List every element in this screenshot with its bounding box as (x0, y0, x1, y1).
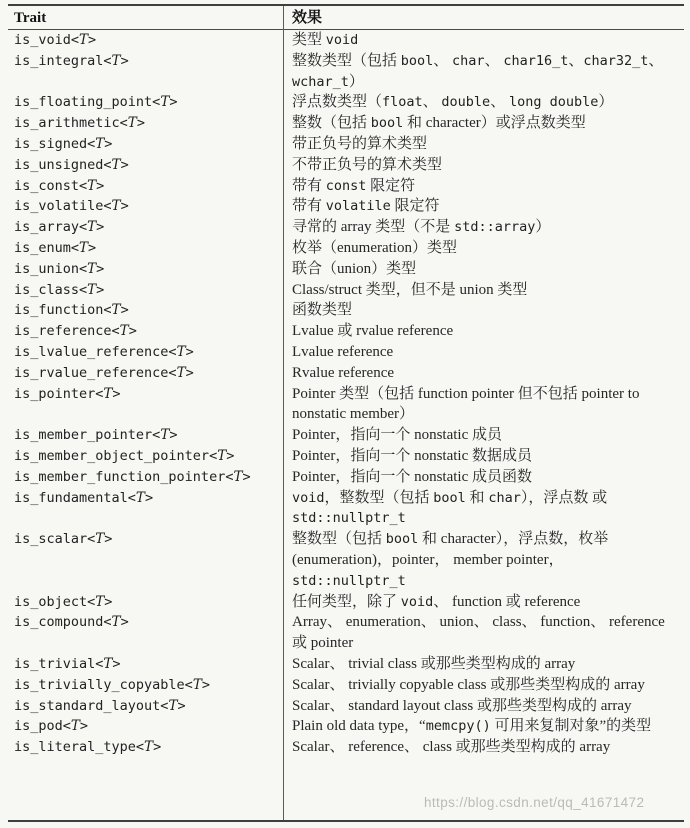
effect-cell: 类型 void (292, 32, 359, 48)
trait-cell: is_pointer<T> (14, 385, 121, 402)
type-parameter: T (111, 614, 121, 631)
header-effect: 效果 (292, 9, 323, 26)
type-parameter: T (95, 135, 105, 152)
type-parameter: T (111, 302, 121, 319)
type-parameter: T (87, 177, 97, 194)
table-row (8, 217, 684, 238)
type-parameter: T (103, 655, 113, 672)
effect-cell: 整数类型（包括 bool、 char、 char16_t、char32_t、 wchar_t） (292, 52, 664, 90)
type-parameter: T (79, 32, 89, 48)
trait-cell: is_compound<T> (14, 614, 129, 631)
type-parameter: T (111, 198, 121, 215)
trait-cell: is_member_object_pointer<T> (14, 447, 235, 464)
trait-cell: is_literal_type<T> (14, 739, 162, 756)
type-parameter: T (95, 531, 105, 548)
effect-cell: 任何类型，除了 void、 function 或 reference (292, 593, 581, 610)
type-parameter: T (111, 52, 121, 69)
effect-cell: Class/struct 类型，但不是 union 类型 (292, 281, 528, 298)
type-parameter: T (192, 676, 202, 693)
type-parameter: T (127, 115, 137, 132)
trait-cell: is_void<T> (14, 32, 97, 48)
effect-cell: Scalar、 trivial class 或那些类型构成的 array (292, 655, 576, 672)
effect-cell: 联合（union）类型 (292, 260, 417, 277)
table-row (8, 696, 684, 717)
trait-cell: is_union<T> (14, 260, 105, 277)
table-row (8, 342, 684, 363)
table-row (8, 259, 684, 280)
trait-cell: is_reference<T> (14, 323, 137, 340)
trait-cell: is_object<T> (14, 593, 113, 610)
type-parameter: T (111, 156, 121, 173)
trait-cell: is_floating_point<T> (14, 94, 178, 111)
type-parameter: T (176, 343, 186, 360)
effect-cell: Pointer，指向一个 nonstatic 成员 (292, 427, 502, 444)
type-parameter: T (135, 489, 145, 506)
header-trait: Trait (14, 9, 47, 26)
trait-cell: is_fundamental<T> (14, 489, 154, 506)
effect-cell: 带有 const 限定符 (292, 177, 416, 194)
table-row (8, 155, 684, 176)
table-row (8, 592, 684, 613)
table-header-row (8, 6, 684, 30)
trait-cell: is_standard_layout<T> (14, 697, 186, 714)
type-parameter: T (70, 718, 80, 735)
table-row (8, 134, 684, 155)
effect-cell: Scalar、 trivially copyable class 或那些类型构成的 array (292, 676, 645, 693)
effect-cell: 带正负号的算术类型 (292, 135, 428, 152)
effect-cell: Pointer 类型（包括 function pointer 但不包括 pointer to nonstatic member） (292, 385, 640, 423)
effect-cell: Scalar、 reference、 class 或那些类型构成的 array (292, 739, 611, 756)
table-row (8, 92, 684, 113)
type-parameter: T (160, 94, 170, 111)
table-row (8, 654, 684, 675)
effect-cell: Pointer，指向一个 nonstatic 数据成员 (292, 447, 532, 464)
table-row (8, 384, 684, 426)
effect-cell: 带有 volatile 限定符 (292, 198, 440, 215)
type-parameter: T (176, 364, 186, 381)
trait-cell: is_lvalue_reference<T> (14, 343, 194, 360)
table-row (8, 612, 684, 654)
effect-cell: Pointer，指向一个 nonstatic 成员函数 (292, 468, 532, 485)
trait-cell: is_class<T> (14, 281, 105, 298)
trait-cell: is_signed<T> (14, 135, 113, 152)
trait-cell: is_trivially_copyable<T> (14, 676, 210, 693)
table-row (8, 30, 684, 51)
table-row (8, 238, 684, 259)
table-row (8, 51, 684, 93)
effect-cell: 枚举（enumeration）类型 (292, 239, 457, 256)
csdn-watermark: https://blog.csdn.net/qq_41671472 (424, 795, 645, 810)
trait-cell: is_array<T> (14, 219, 105, 236)
type-parameter: T (168, 697, 178, 714)
effect-cell: 函数类型 (292, 302, 353, 319)
type-parameter: T (233, 468, 243, 485)
table-row (8, 113, 684, 134)
trait-cell: is_function<T> (14, 302, 129, 319)
effect-cell: 寻常的 array 类型（不是 std::array） (292, 219, 551, 236)
effect-cell: void，整数型（包括 bool 和 char），浮点数 或std::nullptr_t (292, 489, 608, 527)
trait-cell: is_member_pointer<T> (14, 427, 178, 444)
effect-cell: 整数（包括 bool 和 character）或浮点数类型 (292, 115, 586, 132)
table-row (8, 363, 684, 384)
type-parameter: T (119, 323, 129, 340)
type-parameter: T (160, 427, 170, 444)
trait-cell: is_pod<T> (14, 718, 89, 735)
effect-cell: Lvalue 或 rvalue reference (292, 323, 454, 340)
type-parameter: T (87, 260, 97, 277)
type-traits-table (8, 4, 684, 822)
table-row (8, 675, 684, 696)
trait-cell: is_arithmetic<T> (14, 115, 145, 132)
effect-cell: Scalar、 standard layout class 或那些类型构成的 array (292, 697, 632, 714)
column-divider (283, 6, 284, 820)
type-parameter: T (87, 281, 97, 298)
type-parameter: T (79, 239, 89, 256)
type-parameter: T (217, 447, 227, 464)
effect-cell: Rvalue reference (292, 364, 395, 381)
table-body (8, 30, 684, 758)
trait-cell: is_trivial<T> (14, 655, 121, 672)
effect-cell: Lvalue reference (292, 343, 394, 360)
trait-cell: is_const<T> (14, 177, 105, 194)
table-row (8, 467, 684, 488)
table-row (8, 300, 684, 321)
table-row (8, 529, 684, 591)
table-row (8, 425, 684, 446)
type-parameter: T (87, 219, 97, 236)
trait-cell: is_volatile<T> (14, 198, 129, 215)
trait-cell: is_integral<T> (14, 52, 129, 69)
effect-cell: 整数型（包括 bool 和 character），浮点数，枚举 (enumeration)，pointer， member pointer，std::nullptr_t (292, 531, 609, 589)
table-row (8, 716, 684, 737)
table-row (8, 280, 684, 301)
effect-cell: Array、 enumeration、 union、 class、 function、 reference 或 pointer (292, 614, 665, 652)
trait-cell: is_unsigned<T> (14, 156, 129, 173)
table-row (8, 196, 684, 217)
trait-cell: is_member_function_pointer<T> (14, 468, 251, 485)
effect-cell: 不带正负号的算术类型 (292, 156, 443, 173)
table-row (8, 446, 684, 467)
trait-cell: is_rvalue_reference<T> (14, 364, 194, 381)
table-row (8, 488, 684, 530)
trait-cell: is_enum<T> (14, 239, 97, 256)
type-parameter: T (144, 739, 154, 756)
effect-cell: 浮点数类型（float、 double、 long double） (292, 94, 614, 111)
type-parameter: T (103, 385, 113, 402)
trait-cell: is_scalar<T> (14, 531, 113, 548)
table-row (8, 176, 684, 197)
table-row (8, 737, 684, 758)
effect-cell: Plain old data type，“memcpy() 可用来复制对象”的类型 (292, 718, 652, 735)
type-parameter: T (95, 593, 105, 610)
table-row (8, 321, 684, 342)
